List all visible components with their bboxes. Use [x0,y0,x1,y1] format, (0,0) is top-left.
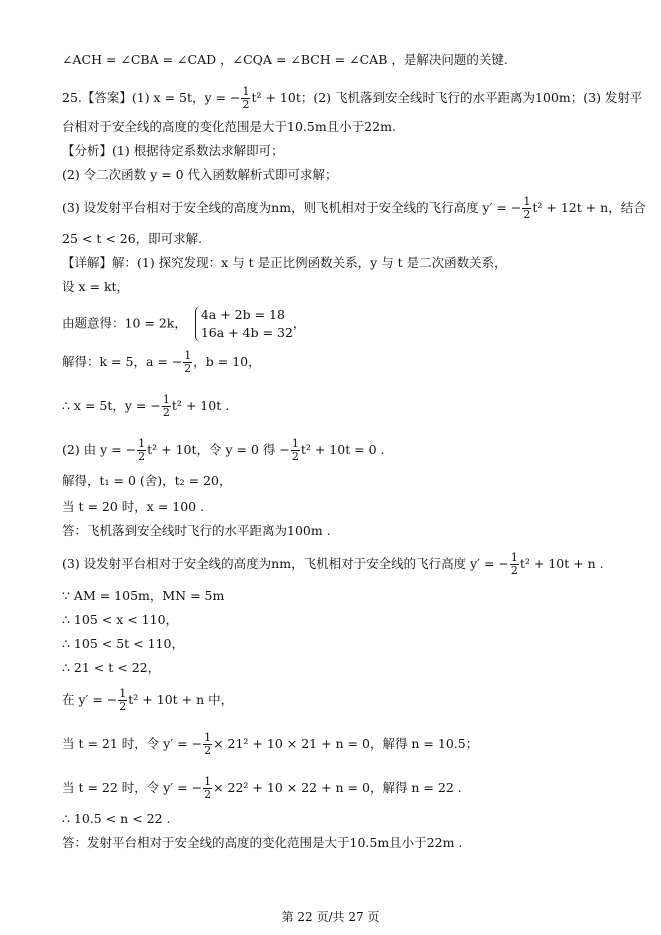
system-prefix: 由题意得：10 = 2k， [62,315,187,331]
fraction: $\frac{1}{2}$ [204,731,212,757]
part3-b: t² + 10t + n . [519,556,604,571]
because-line: ∵ AM = 105m，MN = 5m [62,588,225,603]
t21-b: × 21² + 10 × 21 + n = 0，解得 n = 10.5； [213,736,479,751]
therefore-a: ∴ x = 5t，y = − [62,398,161,413]
in-formula-b: t² + 10t + n 中， [128,692,234,707]
detail-2: 设 x = kt， [62,279,130,294]
final-answer-line: 答：发射平台相对于安全线的高度的变化范围是大于10.5m且小于22m . [62,835,463,850]
answer-line [62,85,643,111]
part3-line [62,552,621,577]
t22-line [62,776,621,801]
analysis-3-b: t² + 12t + n，结合 [532,200,646,215]
when-t20-line: 当 t = 20 时，x = 100 . [62,499,205,514]
page-footer: 第 22 页/共 27 页 [281,910,380,924]
answer-2-line: 答：飞机落到安全线时飞行的水平距离为100m . [62,523,331,538]
solve-b: ，b = 10， [193,354,261,369]
system-suffix: ， [292,315,306,331]
system-line [62,306,621,342]
answer-part-b: t² + 10t；(2) 飞机落到安全线时飞行的水平距离为100m；(3) 发射平 [251,90,643,105]
part2-line [62,438,621,463]
answer-part-a: 25.【答案】(1) x = 5t，y = − [62,90,241,105]
analysis-3-a: (3) 设发射平台相对于安全线的高度为nm，则飞机相对于安全线的飞行高度 y′ = − [62,200,522,215]
fraction: $\frac{1}{2}$ [138,437,146,463]
in-formula-line [62,688,621,713]
in-formula-a: 在 y′ = − [62,692,118,707]
fraction: $\frac{1}{2}$ [291,437,299,463]
part3-a: (3) 设发射平台相对于安全线的高度为nm，飞机相对于安全线的飞行高度 y′ = − [62,556,509,571]
analysis-1: 【分析】(1) 根据待定系数法求解即可； [62,143,284,158]
fraction: $\frac{1}{2}$ [523,195,531,221]
therefore-line [62,394,621,419]
ineq-3: ∴ 21 < t < 22， [62,660,161,675]
part2-a: (2) 由 y = − [62,442,137,457]
t22-a: 当 t = 22 时，令 y′ = − [62,780,203,795]
equation-system [195,306,293,342]
range-line: ∴ 10.5 < n < 22 . [62,811,171,826]
fraction: $\frac{1}{2}$ [242,85,250,111]
t21-a: 当 t = 21 时，令 y′ = − [62,736,203,751]
analysis-2: (2) 令二次函数 y = 0 代入函数解析式即可求解； [62,167,338,182]
therefore-b: t² + 10t . [171,398,230,413]
part2-c: t² + 10t = 0 . [300,442,385,457]
solve-line [62,350,621,375]
fraction: $\frac{1}{2}$ [204,775,212,801]
fraction: $\frac{1}{2}$ [510,551,518,577]
fraction: $\frac{1}{2}$ [162,393,170,419]
line-1: ∠ACH = ∠CBA = ∠CAD ，∠CQA = ∠BCH = ∠CAB ，是解决问题的关键. [62,52,508,67]
ineq-2: ∴ 105 < 5t < 110， [62,636,184,651]
analysis-3 [62,195,646,221]
equation-1: 4a + 2b = 18 [200,307,285,322]
analysis-4: 25 < t < 26，即可求解. [62,231,203,246]
t22-b: × 22² + 10 × 22 + n = 0，解得 n = 22 . [213,780,462,795]
solve-a: 解得：k = 5，a = − [62,354,183,369]
detail-1: 【详解】解：(1) 探究发现：x 与 t 是正比例函数关系，y 与 t 是二次函数关系， [62,255,507,270]
answer-line-2: 台相对于安全线的高度的变化范围是大于10.5m且小于22m. [62,119,396,134]
fraction: $\frac{1}{2}$ [119,687,127,713]
roots-line: 解得，t₁ = 0 (舍)，t₂ = 20， [62,473,232,488]
t21-line [62,732,621,757]
ineq-1: ∴ 105 < x < 110， [62,612,179,627]
part2-b: t² + 10t，令 y = 0 得 − [147,442,290,457]
fraction: $\frac{1}{2}$ [184,349,192,375]
equation-2: 16a + 4b = 32 [200,325,293,340]
